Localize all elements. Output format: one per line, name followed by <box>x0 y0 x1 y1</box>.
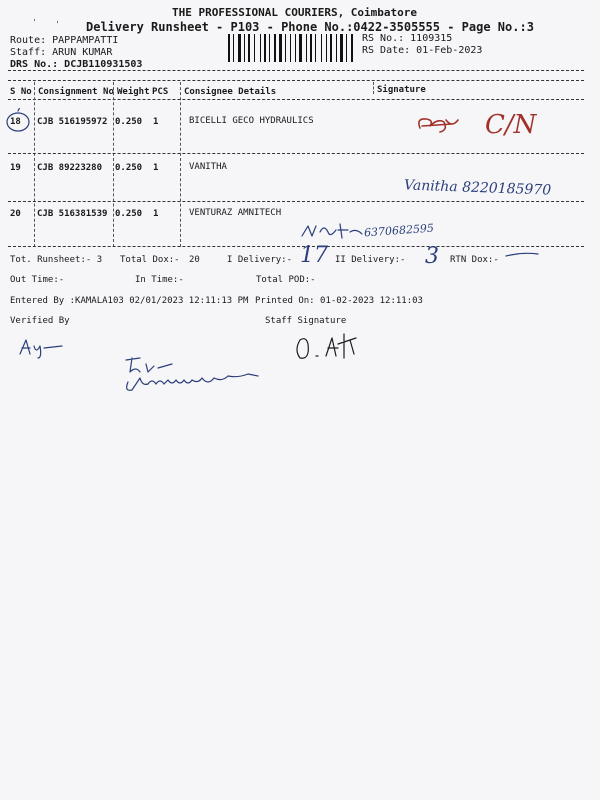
entered-by: Entered By :KAMALA103 02/01/2023 12:11:13 PM <box>10 296 249 306</box>
out-time-label: Out Time:- <box>10 275 65 285</box>
staff-label: Staff: ARUN KUMAR <box>10 47 113 58</box>
total-dox-label: Total Dox:- <box>120 255 180 265</box>
row-weight: 0.250 <box>115 163 143 173</box>
row-sno: 18 <box>10 117 21 127</box>
col-header-pcs: PCS <box>152 87 169 97</box>
row-divider <box>8 153 584 154</box>
col-header-weight: Weight <box>117 87 150 97</box>
divider <box>8 70 584 71</box>
row-pcs: 1 <box>153 117 159 127</box>
drs-number: DRS No.: DCJB110931503 <box>10 59 143 70</box>
row-divider <box>8 201 584 202</box>
row-pcs: 1 <box>153 163 159 173</box>
row-consignee: BICELLI GECO HYDRAULICS <box>189 116 314 126</box>
row2-handwritten-signature: Vanitha 8220185970 <box>403 177 552 199</box>
row-weight: 0.250 <box>115 117 143 127</box>
printed-on: Printed On: 01-02-2023 12:11:03 <box>255 296 423 306</box>
row1-handwritten-signature: C/N <box>485 110 537 140</box>
tot-runsheet: Tot. Runsheet:- 3 <box>10 255 103 265</box>
row-pcs: 1 <box>153 209 159 219</box>
route-label: Route: PAPPAMPATTI <box>10 35 119 46</box>
row3-handwritten-phone: 6370682595 <box>363 221 435 240</box>
staff-signature-icon <box>292 330 372 364</box>
stray-mark: ' <box>55 20 60 29</box>
ii-delivery-label: II Delivery:- <box>335 255 406 265</box>
column-line <box>373 82 374 94</box>
circle-mark-icon <box>4 108 34 134</box>
verified-by-label: Verified By <box>10 316 70 326</box>
row-consignment: CJB 89223280 <box>37 163 103 173</box>
staff-signature-label: Staff Signature <box>265 316 347 326</box>
rtn-dox-label: RTN Dox:- <box>450 255 499 265</box>
col-header-consignment: Consignment No <box>38 87 114 97</box>
col-header-sno: S No <box>10 87 32 97</box>
row-sno: 20 <box>10 209 21 219</box>
row-consignee: VANITHA <box>189 162 227 172</box>
col-header-signature: Signature <box>377 85 426 95</box>
divider <box>8 99 584 100</box>
bottom-signature-icon <box>118 352 268 398</box>
verified-signature-icon <box>16 336 66 360</box>
row-consignment: CJB 516195972 <box>37 117 108 127</box>
row-sno: 19 <box>10 163 21 173</box>
stray-mark: ' <box>32 18 37 27</box>
row-consignee: VENTURAZ AMNITECH <box>189 208 282 218</box>
column-line <box>34 82 35 247</box>
column-line <box>113 82 114 247</box>
i-delivery-label: I Delivery:- <box>227 255 293 265</box>
ii-delivery-handwritten: 3 <box>425 244 439 269</box>
i-delivery-handwritten: 17 <box>300 243 328 268</box>
row-consignment: CJB 516381539 <box>37 209 108 219</box>
in-time-label: In Time:- <box>135 275 184 285</box>
total-dox-value: 20 <box>189 255 200 265</box>
column-line <box>180 82 181 247</box>
runsheet-title: Delivery Runsheet - P103 - Phone No.:0422-3505555 - Page No.:3 <box>86 20 534 34</box>
row-divider <box>8 246 584 247</box>
signature-scribble-icon <box>412 112 482 142</box>
col-header-consignee: Consignee Details <box>184 87 277 97</box>
divider <box>8 80 584 81</box>
barcode-icon <box>228 34 354 64</box>
dash-mark-icon <box>504 250 540 260</box>
company-name: THE PROFESSIONAL COURIERS, Coimbatore <box>172 6 418 19</box>
rs-date: RS Date: 01-Feb-2023 <box>362 45 483 56</box>
rs-number: RS No.: 1109315 <box>362 33 453 44</box>
row-weight: 0.250 <box>115 209 143 219</box>
total-pod-label: Total POD:- <box>256 275 316 285</box>
